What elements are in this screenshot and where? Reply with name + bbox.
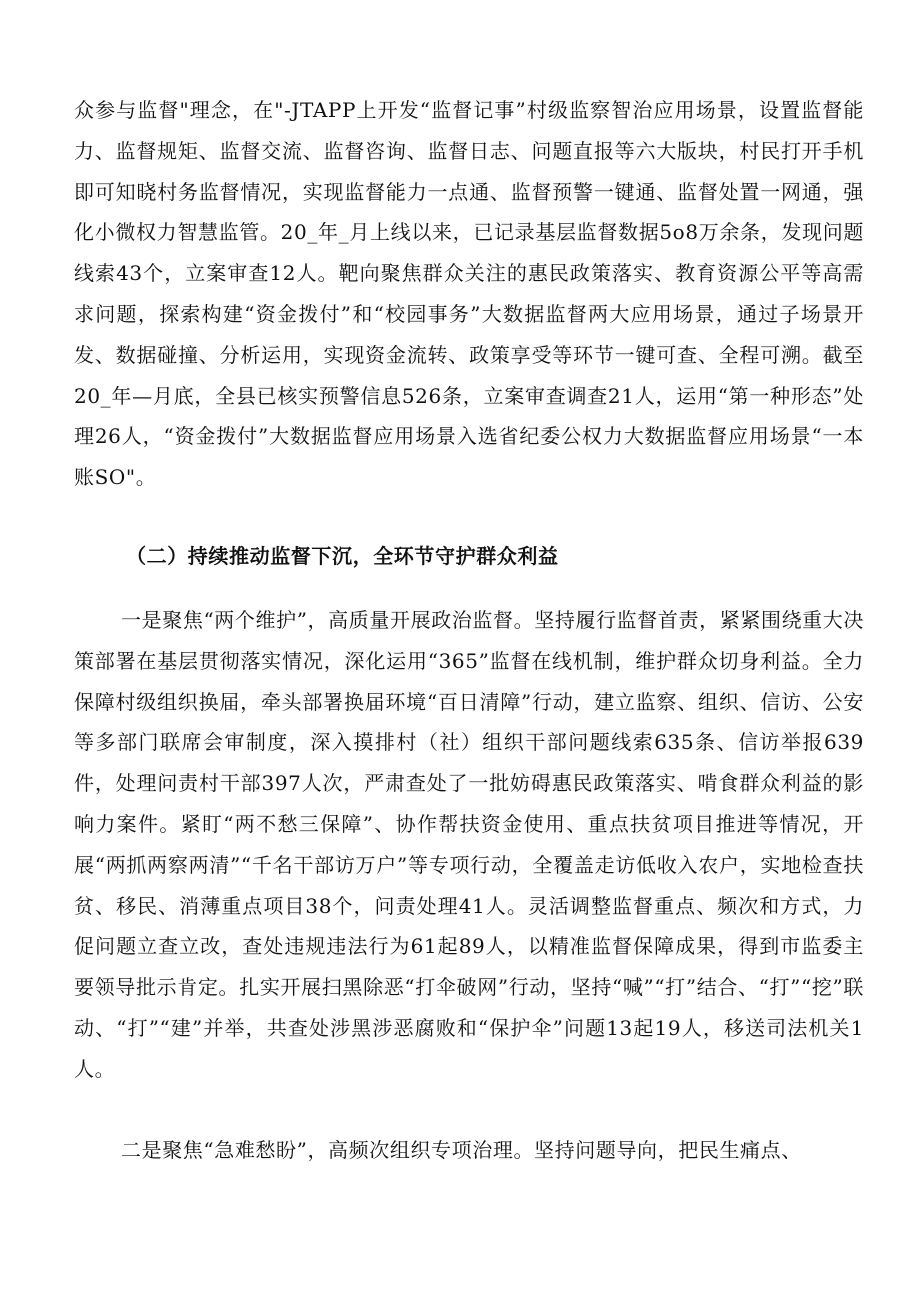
body-paragraph-3: 二是聚焦“急难愁盼”，高频次组织专项治理。坚持问题导向，把民生痛点、 <box>121 1138 802 1162</box>
body-paragraph-1: 众参与监督"理念，在"-JTAPP上开发“监督记事”村级监察智治应用场景，设置监督能力、监督规矩、监督交流、监督咨询、监督日志、问题直报等六大版块，村民打开手机即可知晓村务监督情况，实现监督能力一点通、监督预警一键通、监督处置一网通，强化小微权力智慧监管。20_年_月上线以来，已记录基层监督数据5o8万余条，发现问题线索43个，立案审查12人。靶向聚焦群众关注的惠民政策落实、教育资源公平等高需求问题，探索构建“资金拨付”和“校园事务”大数据监督两大应用场景，通过子场景开发、数据碰撞、分析运用，实现资金流转、政策享受等环节一键可查、全程可溯。截至20_年—月底，全县已核实预警信息526条，立案审查调查21人，运用“第一种形态”处理26人，“资金拨付”大数据监督应用场景入选省纪委公权力大数据监督应用场景“一本账SO"。 <box>74 98 864 490</box>
body-paragraph-2: 一是聚焦“两个维护”，高质量开展政治监督。坚持履行监督首责，紧紧围绕重大决策部署在基层贯彻落实情况，深化运用“365”监督在线机制，维护群众切身利益。全力保障村级组织换届，牵头部署换届环境“百日清障”行动，建立监察、组织、信访、公安等多部门联席会审制度，深入摸排村（社）组织干部问题线索635条、信访举报639件，处理问责村干部397人次，严肃查处了一批妨碍惠民政策落实、啃食群众利益的影响力案件。紧盯“两不愁三保障”、协作帮扶资金使用、重点扶贫项目推进等情况，开展“两抓两察两清”“千名干部访万户”等专项行动，全覆盖走访低收入农户，实地检查扶贫、移民、消薄重点项目38个，问责处理41人。灵活调整监督重点、频次和方式，力促问题立查立改，查处违规违法行为61起89人，以精准监督保障成果，得到市监委主要领导批示肯定。扎实开展扫黑除恶“打伞破网”行动，坚持“喊”“打”结合、“打”“挖”联动、“打”“建”并举，共查处涉黑涉恶腐败和“保护伞”问题13起19人，移送司法机关1人。 <box>74 608 864 1081</box>
section-heading: （二）持续推动监督下沉，全环节守护群众利益 <box>126 544 559 568</box>
